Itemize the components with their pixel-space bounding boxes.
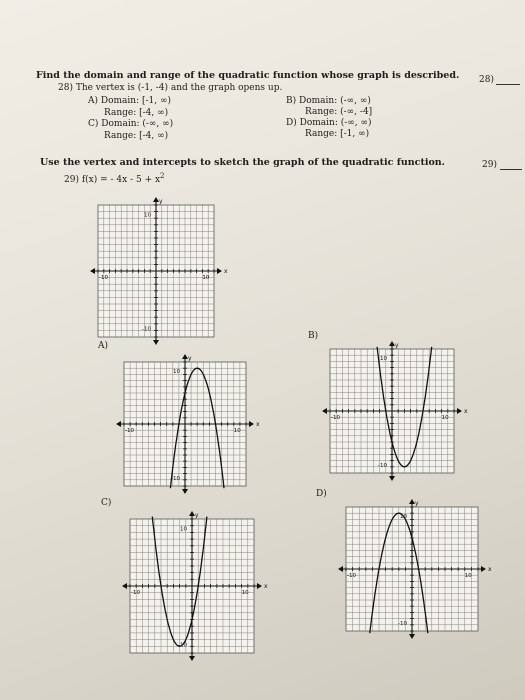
choice-domain: Domain: [-1, ∞) (100, 96, 172, 106)
q29-prompt (64, 172, 165, 185)
graph-choice-d[interactable] (336, 497, 496, 642)
y-tick-label-bottom: -10 (142, 326, 151, 333)
y-tick-label-top: 10 (180, 526, 187, 533)
q28-answer-blank[interactable] (496, 84, 520, 85)
x-tick-label-right: 10 (464, 573, 472, 579)
x-arrow-right (257, 583, 262, 589)
graph-choice-c[interactable] (118, 505, 273, 667)
choice-letter: C) (88, 119, 99, 129)
choice-letter: B) (286, 96, 297, 106)
x-tick-label-right: 10 (233, 428, 241, 434)
q28-choice-c[interactable] (88, 119, 173, 129)
x-tick-label-right: 10 (202, 275, 210, 281)
x-arrow-left (122, 583, 127, 589)
y-tick-label-bottom: -10 (398, 620, 407, 627)
choice-domain: Domain: (-∞, ∞) (299, 96, 371, 106)
x-arrow-right (217, 268, 222, 274)
y-arrow-down (389, 476, 395, 481)
q28-answer-label: 28) (479, 75, 494, 85)
y-tick-label-top: 10 (380, 356, 387, 363)
y-tick-label-bottom: -10 (171, 475, 180, 482)
choice-domain: Domain: (-∞, ∞) (101, 119, 174, 129)
y-axis-label: y (415, 500, 419, 507)
x-tick-label-right: 10 (441, 415, 449, 421)
x-arrow-left (322, 408, 327, 414)
x-axis-label: x (256, 421, 260, 428)
y-arrow-down (153, 340, 159, 345)
y-tick-label-top: 10 (144, 212, 151, 219)
q29-choice-d-label[interactable]: D) (316, 489, 327, 499)
x-axis-label: x (488, 566, 492, 573)
y-tick-label-bottom: -10 (378, 462, 387, 469)
y-tick-label-top: 10 (173, 369, 180, 376)
q29-choice-c-label[interactable]: C) (101, 498, 112, 508)
x-tick-label-left: -10 (99, 275, 108, 281)
y-axis-label: y (195, 512, 199, 519)
q28-choice-b[interactable] (286, 96, 371, 106)
q29-exponent: 2 (160, 172, 165, 180)
x-arrow-left (116, 421, 121, 427)
q29-choice-a-label[interactable]: A) (98, 341, 109, 351)
q29-instruction: Use the vertex and intercepts to sketch the graph of the quadratic function. (40, 157, 445, 168)
choice-letter: D) (286, 118, 297, 128)
y-axis-label: y (188, 355, 192, 362)
x-tick-label-left: -10 (131, 590, 140, 596)
y-axis-label: y (395, 342, 399, 349)
graph-choice-b[interactable] (316, 335, 476, 485)
x-arrow-right (457, 408, 462, 414)
y-arrow-down (182, 489, 188, 494)
x-arrow-right (481, 566, 486, 572)
x-arrow-right (249, 421, 254, 427)
q28-choice-b-range: Range: (-∞, -4] (305, 107, 373, 117)
q28-choice-a-range: Range: [-4, ∞) (104, 108, 169, 118)
q28-choice-c-range: Range: [-4, ∞) (104, 131, 169, 141)
q28-choice-a[interactable] (88, 96, 171, 106)
q29-choice-b-label[interactable]: B) (308, 331, 319, 341)
q28-choice-d[interactable] (286, 118, 372, 128)
y-axis-label: y (159, 198, 163, 205)
x-tick-label-left: -10 (331, 415, 340, 421)
x-axis-label: x (264, 583, 268, 590)
q28-prompt: 28) The vertex is (-1, -4) and the graph opens up. (58, 83, 283, 93)
q28-instruction: Find the domain and range of the quadratic function whose graph is described. (36, 70, 460, 81)
q29-answer-label: 29) (482, 160, 497, 170)
y-tick-label-bottom: -10 (178, 642, 187, 649)
choice-letter: A) (88, 96, 99, 106)
q29-answer-blank[interactable] (500, 169, 522, 170)
y-arrow-down (409, 634, 415, 639)
x-arrow-left (90, 268, 95, 274)
x-tick-label-left: -10 (347, 573, 356, 579)
x-tick-label-left: -10 (125, 428, 134, 434)
x-axis-label: x (224, 268, 228, 275)
choice-domain: Domain: (-∞, ∞) (299, 118, 372, 128)
blank-answer-grid[interactable] (84, 193, 236, 350)
y-tick-label-top: 10 (400, 514, 407, 521)
q29-function: 29) f(x) = - 4x - 5 + x (64, 175, 161, 185)
graph-choice-a[interactable] (114, 348, 266, 498)
y-arrow-down (189, 656, 195, 661)
x-axis-label: x (464, 408, 468, 415)
x-arrow-left (338, 566, 343, 572)
q28-choice-d-range: Range: [-1, ∞) (305, 129, 370, 139)
x-tick-label-right: 10 (241, 590, 249, 596)
